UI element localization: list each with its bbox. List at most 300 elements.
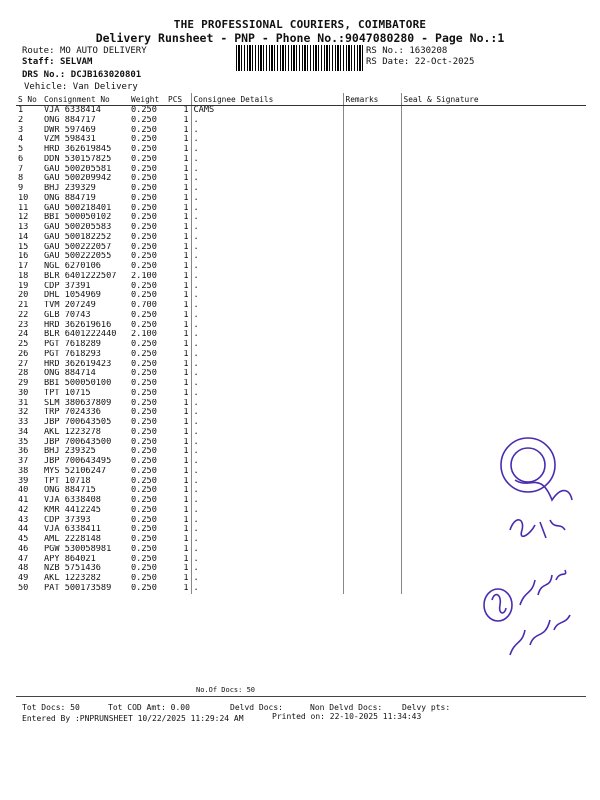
row-sno: 29	[18, 379, 29, 388]
row-consignee: .	[191, 116, 343, 126]
row-weight: 0.250	[131, 320, 157, 330]
row-consignment-no: TPT 10715	[44, 388, 91, 398]
row-weight: 0.250	[131, 476, 157, 486]
row-consignee: .	[191, 126, 343, 136]
row-pcs: 1	[183, 564, 189, 574]
row-sno: 22	[18, 310, 29, 320]
row-sno: 9	[18, 184, 24, 193]
col-weight: Weight	[129, 93, 166, 106]
row-seal-signature	[401, 184, 586, 194]
row-remarks	[343, 486, 401, 496]
row-remarks	[343, 457, 401, 467]
table-row	[16, 213, 586, 223]
row-remarks	[343, 301, 401, 311]
row-pcs: 1	[183, 193, 189, 203]
row-seal-signature	[401, 389, 586, 399]
col-remarks: Remarks	[343, 93, 401, 106]
row-remarks	[343, 350, 401, 360]
row-remarks	[343, 252, 401, 262]
row-consignment-no: PGT 7618293	[44, 349, 101, 359]
row-sno: 48	[18, 564, 29, 574]
table-row	[16, 155, 586, 165]
row-consignee: .	[191, 428, 343, 438]
row-seal-signature	[401, 291, 586, 301]
row-sno: 13	[18, 223, 29, 232]
row-weight: 0.250	[131, 369, 157, 379]
row-pcs: 1	[183, 574, 189, 583]
row-pcs: 1	[183, 271, 189, 281]
row-sno: 14	[18, 232, 29, 242]
row-pcs: 1	[183, 505, 189, 515]
table-row	[16, 282, 586, 292]
row-sno: 49	[18, 574, 29, 583]
row-consignment-no: HRD 362619423	[44, 359, 112, 369]
row-remarks	[343, 135, 401, 145]
row-pcs: 1	[183, 583, 189, 593]
row-consignee: .	[191, 389, 343, 399]
table-row	[16, 408, 586, 418]
row-weight: 0.250	[131, 437, 157, 447]
sheet-title: Delivery Runsheet - PNP - Phone No.:9047080280 - Page No.:1	[95, 31, 505, 45]
row-sno: 45	[18, 535, 29, 544]
row-sno: 2	[18, 115, 24, 125]
row-remarks	[343, 447, 401, 457]
table-row	[16, 126, 586, 136]
table-row	[16, 174, 586, 184]
row-consignment-no: SLM 380637809	[44, 398, 112, 408]
row-sno: 47	[18, 554, 29, 564]
row-weight: 0.250	[131, 340, 157, 349]
row-weight: 0.250	[131, 232, 157, 242]
row-remarks	[343, 155, 401, 165]
row-seal-signature	[401, 350, 586, 360]
row-consignee: .	[191, 135, 343, 145]
row-pcs: 1	[183, 496, 189, 505]
row-consignment-no: PGW 530058981	[44, 544, 112, 554]
table-row	[16, 135, 586, 145]
table-row	[16, 204, 586, 214]
row-sno: 27	[18, 359, 29, 369]
row-sno: 8	[18, 174, 24, 184]
row-consignment-no: ONG 884717	[44, 115, 96, 125]
row-seal-signature	[401, 262, 586, 272]
row-sno: 24	[18, 330, 29, 340]
row-consignee: .	[191, 457, 343, 467]
row-weight: 0.250	[131, 564, 157, 574]
row-sno: 30	[18, 388, 29, 398]
row-pcs: 1	[183, 232, 189, 242]
table-row	[16, 262, 586, 272]
no-of-docs: No.Of Docs: 50	[196, 686, 256, 694]
table-row	[16, 165, 586, 175]
row-weight: 0.250	[131, 496, 157, 505]
row-pcs: 1	[183, 427, 189, 437]
row-consignment-no: TRP 7024336	[44, 408, 101, 418]
row-consignment-no: GAU 500182252	[44, 232, 112, 242]
row-consignee: .	[191, 165, 343, 175]
row-consignee: .	[191, 360, 343, 370]
row-weight: 0.250	[131, 154, 157, 164]
table-row	[16, 243, 586, 253]
row-remarks	[343, 428, 401, 438]
table-row	[16, 389, 586, 399]
rs-date-line: RS Date: 22-Oct-2025	[366, 57, 475, 67]
row-consignee: .	[191, 467, 343, 477]
row-consignment-no: BBI 500050102	[44, 213, 112, 223]
row-sno: 46	[18, 544, 29, 554]
table-row	[16, 184, 586, 194]
row-seal-signature	[401, 301, 586, 311]
row-weight: 0.250	[131, 427, 157, 437]
row-consignee: .	[191, 204, 343, 214]
row-sno: 38	[18, 466, 29, 476]
row-remarks	[343, 360, 401, 370]
row-pcs: 1	[183, 213, 189, 223]
row-remarks	[343, 262, 401, 272]
row-seal-signature	[401, 311, 586, 321]
row-weight: 0.250	[131, 125, 157, 135]
table-row	[16, 350, 586, 360]
col-pcs: PCS	[166, 93, 191, 106]
company-title: THE PROFESSIONAL COURIERS, COIMBATORE	[173, 18, 427, 31]
row-consignment-no: ONG 884719	[44, 193, 96, 203]
table-row	[16, 311, 586, 321]
row-pcs: 1	[183, 262, 189, 271]
row-consignee: .	[191, 399, 343, 409]
row-pcs: 1	[183, 340, 189, 349]
row-consignee: .	[191, 330, 343, 340]
row-seal-signature	[401, 399, 586, 409]
row-seal-signature	[401, 223, 586, 233]
row-pcs: 1	[183, 457, 189, 466]
staff-line: Staff: SELVAM	[22, 57, 93, 67]
rs-no-line: RS No.: 1630208	[366, 46, 448, 56]
row-pcs: 1	[183, 291, 189, 301]
footer-divider	[16, 696, 586, 697]
row-consignment-no: DHL 1054969	[44, 291, 101, 301]
row-weight: 0.250	[131, 193, 157, 203]
row-weight: 0.250	[131, 505, 157, 515]
row-sno: 36	[18, 447, 29, 457]
row-pcs: 1	[183, 105, 189, 115]
row-sno: 50	[18, 583, 29, 593]
col-consignment-no: Consignment No	[42, 93, 129, 106]
row-consignee: .	[191, 272, 343, 282]
row-consignment-no: HRD 362619845	[44, 145, 112, 154]
row-consignment-no: DDN 530157825	[44, 154, 112, 164]
row-seal-signature	[401, 194, 586, 204]
row-consignee: .	[191, 486, 343, 496]
row-consignee: .	[191, 301, 343, 311]
row-weight: 0.250	[131, 174, 157, 184]
row-remarks	[343, 555, 401, 565]
row-weight: 0.250	[131, 544, 157, 554]
table-row	[16, 291, 586, 301]
row-consignment-no: BHJ 239329	[44, 184, 96, 193]
row-sno: 32	[18, 408, 29, 418]
row-sno: 12	[18, 213, 29, 223]
row-seal-signature	[401, 233, 586, 243]
row-pcs: 1	[183, 466, 189, 476]
row-consignment-no: APY 864021	[44, 554, 96, 564]
row-remarks	[343, 438, 401, 448]
row-pcs: 1	[183, 535, 189, 544]
row-consignment-no: GAU 500222057	[44, 242, 112, 252]
row-consignee: .	[191, 408, 343, 418]
row-consignee: .	[191, 477, 343, 487]
row-weight: 0.250	[131, 310, 157, 320]
row-consignment-no: AKL 1223282	[44, 574, 101, 583]
row-pcs: 1	[183, 388, 189, 398]
row-seal-signature	[401, 252, 586, 262]
row-remarks	[343, 408, 401, 418]
row-sno: 41	[18, 496, 29, 505]
row-pcs: 1	[183, 242, 189, 252]
row-pcs: 1	[183, 310, 189, 320]
row-consignee: .	[191, 545, 343, 555]
row-seal-signature	[401, 330, 586, 340]
row-consignment-no: GAU 500218401	[44, 203, 112, 213]
delvd-docs: Delvd Docs:	[230, 703, 283, 712]
row-weight: 0.250	[131, 486, 157, 496]
row-remarks	[343, 389, 401, 399]
row-seal-signature	[401, 418, 586, 428]
row-sno: 3	[18, 125, 24, 135]
row-pcs: 1	[183, 125, 189, 135]
row-consignee: .	[191, 447, 343, 457]
table-row	[16, 340, 586, 350]
time-scribble	[510, 615, 570, 655]
row-sno: 6	[18, 154, 24, 164]
tot-docs: Tot Docs: 50	[22, 703, 80, 712]
row-consignment-no: GAU 500222055	[44, 252, 112, 262]
row-weight: 0.250	[131, 252, 157, 262]
row-weight: 2.100	[131, 271, 157, 281]
row-remarks	[343, 516, 401, 526]
count-circle	[484, 589, 512, 621]
row-remarks	[343, 545, 401, 555]
row-consignee: .	[191, 369, 343, 379]
row-consignee: .	[191, 213, 343, 223]
row-consignee: .	[191, 564, 343, 574]
table-row	[16, 106, 586, 116]
row-sno: 15	[18, 242, 29, 252]
row-consignee: .	[191, 584, 343, 594]
table-row	[16, 233, 586, 243]
row-sno: 1	[18, 105, 24, 115]
row-remarks	[343, 535, 401, 545]
row-consignment-no: BLR 6401222507	[44, 271, 117, 281]
row-remarks	[343, 204, 401, 214]
row-remarks	[343, 574, 401, 584]
table-header-row	[16, 93, 586, 106]
row-sno: 11	[18, 203, 29, 213]
row-seal-signature	[401, 145, 586, 155]
row-consignment-no: AKL 1223278	[44, 427, 101, 437]
row-consignment-no: GLB 70743	[44, 310, 91, 320]
row-seal-signature	[401, 282, 586, 292]
row-remarks	[343, 506, 401, 516]
row-sno: 4	[18, 135, 24, 145]
row-consignment-no: VJA 6338414	[44, 105, 101, 115]
row-weight: 0.250	[131, 359, 157, 369]
row-sno: 23	[18, 320, 29, 330]
row-remarks	[343, 496, 401, 506]
table-row	[16, 194, 586, 204]
row-sno: 33	[18, 418, 29, 427]
row-seal-signature	[401, 408, 586, 418]
row-sno: 20	[18, 291, 29, 301]
row-weight: 0.250	[131, 466, 157, 476]
row-sno: 31	[18, 398, 29, 408]
row-sno: 16	[18, 252, 29, 262]
col-consignee: Consignee Details	[191, 93, 343, 106]
row-consignment-no: BBI 500050100	[44, 379, 112, 388]
row-remarks	[343, 379, 401, 389]
table-row	[16, 369, 586, 379]
row-pcs: 1	[183, 115, 189, 125]
row-consignment-no: VZM 598431	[44, 135, 96, 145]
seal-inner-ring	[511, 448, 545, 482]
row-pcs: 1	[183, 369, 189, 379]
vehicle-line: Vehicle: Van Delivery	[24, 82, 138, 92]
row-consignment-no: TVM 207249	[44, 301, 96, 310]
row-consignment-no: BHJ 239325	[44, 447, 96, 457]
row-consignment-no: PAT 500173589	[44, 583, 112, 593]
row-sno: 37	[18, 457, 29, 466]
row-weight: 0.250	[131, 223, 157, 232]
row-sno: 39	[18, 476, 29, 486]
row-consignee: .	[191, 243, 343, 253]
date-stroke	[510, 520, 565, 538]
row-seal-signature	[401, 165, 586, 175]
row-consignee: .	[191, 516, 343, 526]
row-remarks	[343, 243, 401, 253]
row-remarks	[343, 564, 401, 574]
row-consignee: .	[191, 282, 343, 292]
handwritten-stamp-signature	[480, 430, 590, 660]
row-seal-signature	[401, 321, 586, 331]
table-row	[16, 301, 586, 311]
row-consignment-no: DWR 597469	[44, 125, 96, 135]
row-consignee: .	[191, 438, 343, 448]
row-pcs: 1	[183, 447, 189, 457]
row-pcs: 1	[183, 349, 189, 359]
row-consignee: .	[191, 321, 343, 331]
row-seal-signature	[401, 360, 586, 370]
row-weight: 2.100	[131, 330, 157, 340]
row-consignment-no: AML 2228148	[44, 535, 101, 544]
row-pcs: 1	[183, 437, 189, 447]
table-row	[16, 252, 586, 262]
row-remarks	[343, 584, 401, 594]
row-pcs: 1	[183, 359, 189, 369]
row-pcs: 1	[183, 203, 189, 213]
row-pcs: 1	[183, 486, 189, 496]
row-seal-signature	[401, 243, 586, 253]
row-consignment-no: TPT 10718	[44, 476, 91, 486]
row-consignee: .	[191, 155, 343, 165]
row-consignee: .	[191, 350, 343, 360]
row-pcs: 1	[183, 398, 189, 408]
row-seal-signature	[401, 272, 586, 282]
row-seal-signature	[401, 174, 586, 184]
row-remarks	[343, 282, 401, 292]
row-consignee: .	[191, 311, 343, 321]
row-weight: 0.250	[131, 164, 157, 174]
row-seal-signature	[401, 155, 586, 165]
row-consignee: .	[191, 145, 343, 155]
row-consignee: .	[191, 525, 343, 535]
row-weight: 0.250	[131, 457, 157, 466]
row-weight: 0.250	[131, 115, 157, 125]
row-pcs: 1	[183, 252, 189, 262]
drs-no-line: DRS No.: DCJB163020801	[22, 70, 142, 80]
row-sno: 34	[18, 427, 29, 437]
row-sno: 25	[18, 340, 29, 349]
row-weight: 0.250	[131, 281, 157, 291]
row-weight: 0.250	[131, 535, 157, 544]
row-consignment-no: PGT 7618289	[44, 340, 101, 349]
table-row	[16, 418, 586, 428]
col-sno: S No	[16, 93, 42, 106]
row-consignee: .	[191, 291, 343, 301]
table-row	[16, 223, 586, 233]
row-sno: 44	[18, 525, 29, 535]
row-pcs: 1	[183, 154, 189, 164]
row-consignment-no: VJA 6338408	[44, 496, 101, 505]
row-consignee: .	[191, 340, 343, 350]
row-remarks	[343, 223, 401, 233]
row-seal-signature	[401, 340, 586, 350]
row-seal-signature	[401, 116, 586, 126]
row-weight: 0.250	[131, 135, 157, 145]
row-sno: 43	[18, 515, 29, 525]
row-consignment-no: GAU 500205581	[44, 164, 112, 174]
row-sno: 10	[18, 193, 29, 203]
table-row	[16, 321, 586, 331]
row-weight: 0.250	[131, 398, 157, 408]
row-pcs: 1	[183, 281, 189, 291]
table-row	[16, 379, 586, 389]
row-weight: 0.250	[131, 583, 157, 593]
row-pcs: 1	[183, 223, 189, 232]
row-remarks	[343, 399, 401, 409]
non-delvd-docs: Non Delvd Docs:	[310, 703, 383, 712]
row-consignment-no: NGL 6270106	[44, 262, 101, 271]
row-remarks	[343, 145, 401, 155]
table-row	[16, 272, 586, 282]
row-remarks	[343, 340, 401, 350]
row-weight: 0.250	[131, 574, 157, 583]
row-pcs: 1	[183, 135, 189, 145]
row-weight: 0.250	[131, 105, 157, 115]
row-pcs: 1	[183, 515, 189, 525]
row-sno: 28	[18, 369, 29, 379]
table-row	[16, 145, 586, 155]
row-seal-signature	[401, 379, 586, 389]
row-weight: 0.700	[131, 301, 157, 310]
delvy-pts: Delvy pts:	[402, 703, 451, 712]
row-consignee: .	[191, 506, 343, 516]
row-sno: 18	[18, 271, 29, 281]
row-consignee: .	[191, 574, 343, 584]
row-sno: 35	[18, 437, 29, 447]
row-consignee: .	[191, 184, 343, 194]
row-pcs: 1	[183, 301, 189, 310]
entered-by: Entered By :PNPRUNSHEET 10/22/2025 11:29:24 AM	[22, 714, 244, 723]
row-consignee: .	[191, 223, 343, 233]
